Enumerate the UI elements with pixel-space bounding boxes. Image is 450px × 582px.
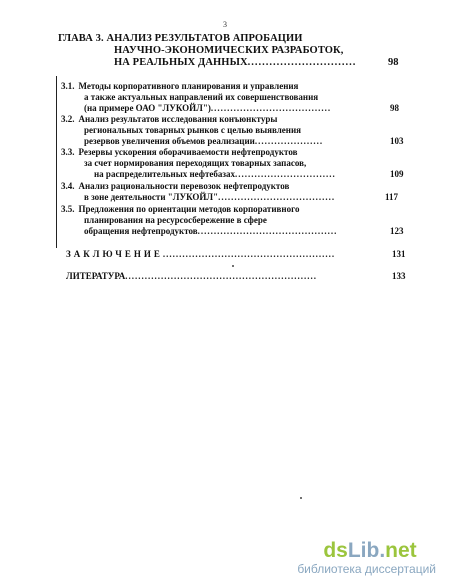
- section-title-line: обращения нефтепродуктов: [84, 226, 198, 236]
- chapter-page-number: 98: [388, 57, 399, 68]
- toc-entry-3-2-line-3: [84, 136, 323, 146]
- logo-net: net: [385, 539, 417, 562]
- section-number: 3.4.: [61, 181, 75, 191]
- section-title-line: Резервы ускорения оборачиваемости нефтепродуктов: [78, 147, 298, 157]
- section-page-number: 103: [390, 136, 404, 146]
- section-title-line: планирования на ресурсосбережение в сфере: [84, 215, 267, 225]
- toc-entry-3-1-line-1: [61, 81, 298, 91]
- toc-entry-3-5-line-1: [61, 204, 299, 214]
- conclusion-title: ЗАКЛЮЧЕНИЕ: [66, 249, 163, 259]
- section-page-number: 98: [390, 103, 399, 113]
- margin-rule: [56, 76, 57, 248]
- leader-dots: ....................................: [218, 192, 336, 202]
- logo-dot: .: [379, 539, 386, 562]
- leader-dots: ...........................................: [197, 226, 338, 236]
- toc-entry-3-3-line-1: [61, 147, 297, 157]
- scan-speck: [232, 265, 234, 267]
- dslib-watermark[interactable]: [297, 539, 436, 576]
- section-title-line: на распределительных нефтебазах: [94, 169, 236, 179]
- toc-entry-3-4-line-1: [61, 181, 289, 191]
- section-title-line: за счет нормирования переходящих товарных запасов,: [84, 158, 307, 168]
- toc-entry-3-3-line-3: [94, 169, 336, 179]
- literature-line: [66, 271, 317, 281]
- logo-ds: ds: [323, 539, 348, 562]
- section-number: 3.3.: [61, 147, 75, 157]
- section-page-number: 109: [390, 169, 404, 179]
- conclusion-line: [66, 249, 335, 259]
- chapter-title-line-1: ГЛАВА 3. АНАЛИЗ РЕЗУЛЬТАТОВ АПРОБАЦИИ: [58, 33, 303, 44]
- chapter-title-line-2: НАУЧНО-ЭКОНОМИЧЕСКИХ РАЗРАБОТОК,: [114, 45, 344, 56]
- logo-lib: Lib: [347, 539, 380, 562]
- leader-dots: ...........................................................: [125, 271, 317, 281]
- section-title-line: региональных товарных рынков с целью выявления: [84, 125, 302, 135]
- leader-dots: .....................: [254, 136, 324, 146]
- section-title-line: в зоне деятельности "ЛУКОЙЛ": [84, 192, 219, 202]
- leader-dots: .....................................................: [162, 249, 336, 259]
- section-number: 3.5.: [61, 204, 75, 214]
- literature-title: ЛИТЕРАТУРА: [66, 271, 126, 281]
- page-number: 3: [223, 20, 227, 29]
- section-number: 3.2.: [61, 114, 75, 124]
- section-number: 3.1.: [61, 81, 75, 91]
- conclusion-page-number: 131: [392, 249, 406, 259]
- section-title-line: Предложения по ориентации методов корпоративного: [78, 204, 300, 214]
- leader-dots: ...............................: [235, 169, 336, 179]
- section-title-line: (на примере ОАО "ЛУКОЙЛ"): [84, 103, 211, 113]
- section-title-line: Анализ результатов исследования конъюнктуры: [78, 114, 278, 124]
- toc-entry-3-1-line-3: [84, 103, 331, 113]
- literature-page-number: 133: [392, 271, 406, 281]
- chapter-title-line-3: [114, 57, 356, 68]
- chapter-title-text: НА РЕАЛЬНЫХ ДАННЫХ: [114, 57, 248, 68]
- chapter-leader-dots: ..............................: [247, 57, 357, 68]
- scan-speck: [300, 497, 302, 499]
- section-page-number: 117: [385, 192, 399, 202]
- dslib-logo: [323, 540, 436, 562]
- toc-entry-3-4-line-2: [84, 192, 335, 202]
- section-page-number: 123: [390, 226, 404, 236]
- toc-entry-3-5-line-3: [84, 226, 337, 236]
- toc-entry-3-2-line-1: [61, 114, 277, 124]
- dslib-subtitle: библиотека диссертаций: [297, 562, 436, 576]
- leader-dots: .....................................: [210, 103, 332, 113]
- section-title-line: Методы корпоративного планирования и управления: [78, 81, 299, 91]
- section-title-line: резервов увеличения объемов реализации: [84, 136, 255, 146]
- section-title-line: Анализ рациональности перевозок нефтепродуктов: [78, 181, 290, 191]
- section-title-line: а также актуальных направлений их совершенствования: [84, 92, 319, 102]
